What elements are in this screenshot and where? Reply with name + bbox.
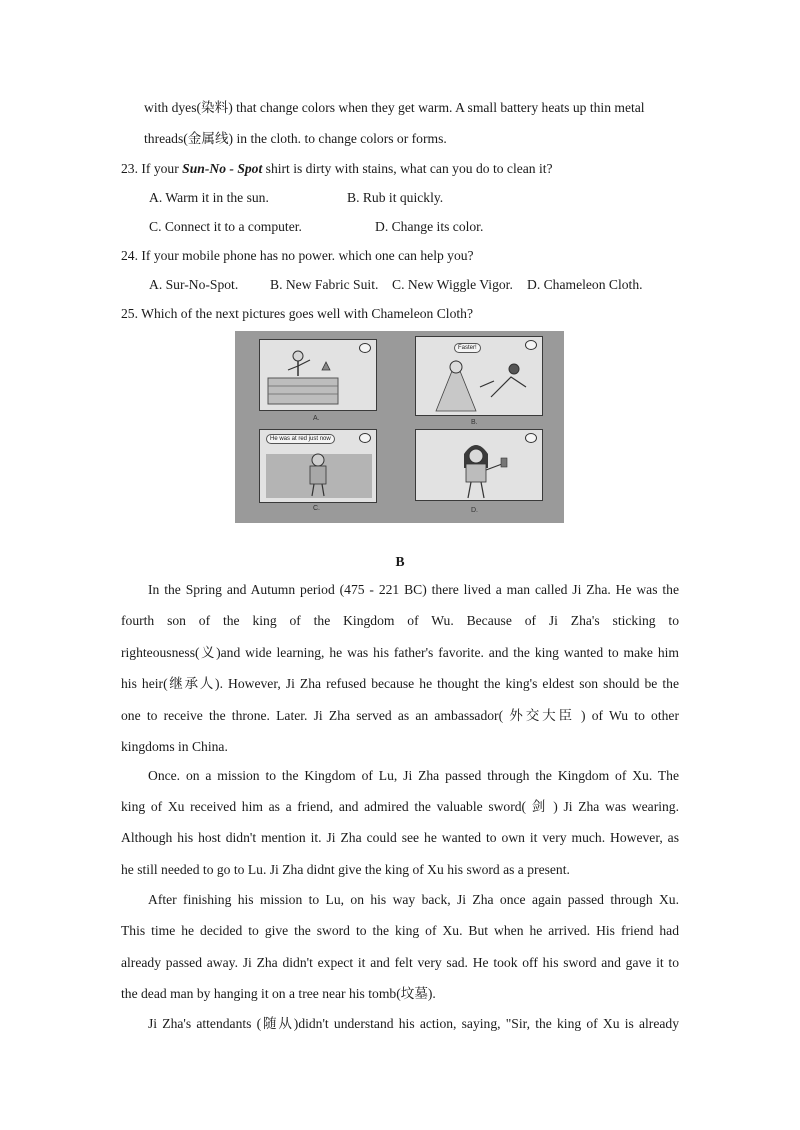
question-24: 24. If your mobile phone has no power. which one can help you?	[121, 248, 474, 263]
option-b: B. Rub it quickly.	[347, 190, 444, 205]
question-number: 23. If your	[121, 161, 183, 176]
text-line: with dyes(染料) that change colors when they get warm. A small battery heats up thin metal	[144, 100, 645, 115]
passage-line: This time he decided to give the sword to the king of Xu. But when he arrived. His friend had	[121, 923, 679, 938]
speech-bubble: He was at red just now	[266, 434, 335, 444]
question-25: 25. Which of the next pictures goes well with Chameleon Cloth?	[121, 306, 473, 321]
picture-d	[415, 429, 543, 501]
running-girls-drawing	[416, 337, 543, 416]
passage-line: Once. on a mission to the Kingdom of Lu, Ji Zha passed through the Kingdom of Xu. The	[148, 768, 679, 783]
picture-figure	[235, 331, 564, 523]
section-heading: B	[395, 554, 405, 569]
passage-line: fourth son of the king of the Kingdom of Wu. Because of Ji Zha's sticking to	[121, 613, 679, 628]
passage-line: kingdoms in China.	[121, 739, 228, 754]
picture-label: A.	[313, 415, 320, 422]
passage-line: Ji Zha's attendants (随从)didn't understand his action, saying, "Sir, the king of Xu is already	[148, 1016, 679, 1031]
passage-line: righteousness(义)and wide learning, he was his father's favorite. and the king wanted to make him	[121, 645, 679, 660]
picture-c	[259, 429, 377, 503]
option-a: A. Sur-No-Spot.	[149, 277, 239, 292]
picture-b	[415, 336, 543, 416]
passage-line: his heir(继承人). However, Ji Zha refused because he thought the king's eldest son should be the	[121, 676, 679, 691]
question-text: shirt is dirty with stains, what can you do to clean it?	[262, 161, 553, 176]
passage-line: king of Xu received him as a friend, and admired the valuable sword( 剑 ) Ji Zha was wearing.	[121, 799, 679, 814]
product-name: Sun-No - Spot	[182, 161, 263, 176]
picture-label: B.	[471, 419, 478, 426]
option-d: D. Change its color.	[375, 219, 484, 234]
passage-line: he still needed to go to Lu. Ji Zha didnt give the king of Xu his sword as a present.	[121, 862, 570, 877]
girl-with-phone-drawing	[416, 430, 543, 501]
option-d: D. Chameleon Cloth.	[527, 277, 643, 292]
passage-line: one to receive the throne. Later. Ji Zha served as an ambassador( 外交大臣 ) of Wu to other	[121, 708, 679, 723]
speech-bubble: Faster!	[454, 343, 481, 353]
text-line: threads(金属线) in the cloth. to change colors or forms.	[144, 131, 447, 146]
picture-a	[259, 339, 377, 411]
chameleon-boy-drawing	[260, 430, 377, 503]
passage-line: In the Spring and Autumn period (475 - 221 BC) there lived a man called Ji Zha. He was the	[148, 582, 679, 597]
question-23	[121, 160, 553, 178]
option-a: A. Warm it in the sun.	[149, 190, 269, 205]
passage-line: Although his host didn't mention it. Ji Zha could see he wanted to own it very much. However, as	[121, 830, 679, 845]
picture-label: D.	[471, 507, 478, 514]
option-b: B. New Fabric Suit.	[270, 277, 379, 292]
picture-label: C.	[313, 505, 320, 512]
passage-line: the dead man by hanging it on a tree near his tomb(坟墓).	[121, 986, 436, 1001]
passage-line: already passed away. Ji Zha didn't expect it and felt very sad. He took off his sword and gave it to	[121, 955, 679, 970]
option-c: C. New Wiggle Vigor.	[392, 277, 513, 292]
boy-on-wall-drawing	[260, 340, 377, 411]
option-c: C. Connect it to a computer.	[149, 219, 302, 234]
passage-line: After finishing his mission to Lu, on his way back, Ji Zha once again passed through Xu.	[148, 892, 679, 907]
